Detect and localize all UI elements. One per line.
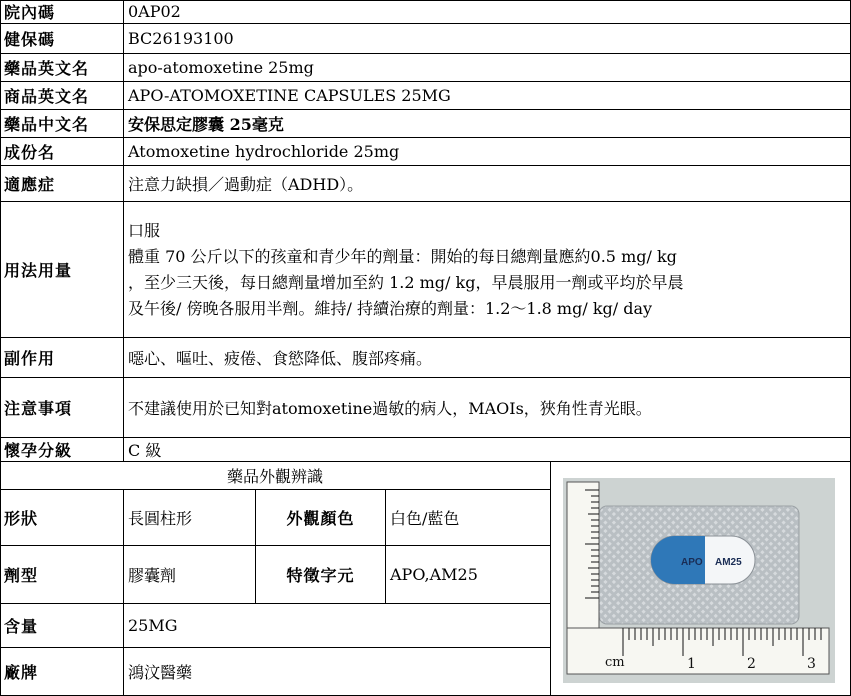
form-label: 劑型 [0, 546, 124, 604]
shape-label: 形狀 [0, 490, 124, 546]
imprint-value: APO,AM25 [386, 546, 551, 604]
color-label: 外觀顏色 [256, 490, 386, 546]
precautions-value: 不建議使用於已知對atomoxetine過敏的病人，MAOIs，狹角性青光眼。 [124, 378, 851, 438]
ingredient-value: Atomoxetine hydrochloride 25mg [124, 138, 851, 166]
hospital-code-value: 0AP02 [124, 0, 851, 24]
precautions-label: 注意事項 [0, 378, 124, 438]
imprint-label: 特徵字元 [256, 546, 386, 604]
insurance-code-value: BC26193100 [124, 24, 851, 54]
pill-photo-illustration [563, 478, 835, 683]
english-name-value: apo-atomoxetine 25mg [124, 54, 851, 82]
identification-header: 藥品外觀辨識 [0, 462, 551, 490]
dosage-line-3: ，至少三天後，每日總劑量增加至約 1.2 mg/ kg，早晨服用一劑或平均於早晨 [128, 272, 684, 292]
strength-value: 25MG [124, 604, 551, 648]
strength-label: 含量 [0, 604, 124, 648]
form-value: 膠囊劑 [124, 546, 256, 604]
dosage-line-2: 體重 70 公斤以下的孩童和青少年的劑量：開始的每日總劑量應約0.5 mg/ kg [128, 246, 677, 266]
indication-value: 注意力缺損／過動症（ADHD）。 [124, 166, 851, 202]
dosage-line-1: 口服 [128, 220, 161, 240]
shape-value: 長圓柱形 [124, 490, 256, 546]
manufacturer-label: 廠牌 [0, 648, 124, 696]
brand-english-name-value: APO-ATOMOXETINE CAPSULES 25MG [124, 82, 851, 110]
vertical-ruler [567, 482, 599, 632]
drug-photo [563, 478, 835, 683]
dosage-label: 用法用量 [0, 202, 124, 338]
dosage-value [124, 202, 851, 338]
side-effects-label: 副作用 [0, 338, 124, 378]
ruler-unit-label: cm [605, 655, 625, 670]
insurance-code-label: 健保碼 [0, 24, 124, 54]
chinese-name-value: 安保思定膠囊 25毫克 [124, 110, 851, 138]
chinese-name-label: 藥品中文名 [0, 110, 124, 138]
pregnancy-label: 懷孕分級 [0, 438, 124, 462]
english-name-label: 藥品英文名 [0, 54, 124, 82]
ingredient-label: 成份名 [0, 138, 124, 166]
color-value: 白色/藍色 [386, 490, 551, 546]
capsule-imprint-right: AM25 [715, 557, 742, 568]
pregnancy-value: C 級 [124, 438, 851, 462]
capsule [651, 536, 755, 584]
dosage-line-4: 及午後/ 傍晚各服用半劑。維持/ 持續治療的劑量：1.2～1.8 mg/ kg/ day [128, 298, 653, 318]
ruler-mark-3: 3 [807, 656, 816, 672]
brand-english-name-label: 商品英文名 [0, 82, 124, 110]
ruler-mark-2: 2 [747, 656, 756, 672]
manufacturer-value: 鴻汶醫藥 [124, 648, 551, 696]
indication-label: 適應症 [0, 166, 124, 202]
side-effects-value: 噁心、嘔吐、疲倦、食慾降低、腹部疼痛。 [124, 338, 851, 378]
ruler-mark-1: 1 [687, 656, 696, 672]
hospital-code-label: 院內碼 [0, 0, 124, 24]
capsule-imprint-left: APO [681, 557, 703, 568]
